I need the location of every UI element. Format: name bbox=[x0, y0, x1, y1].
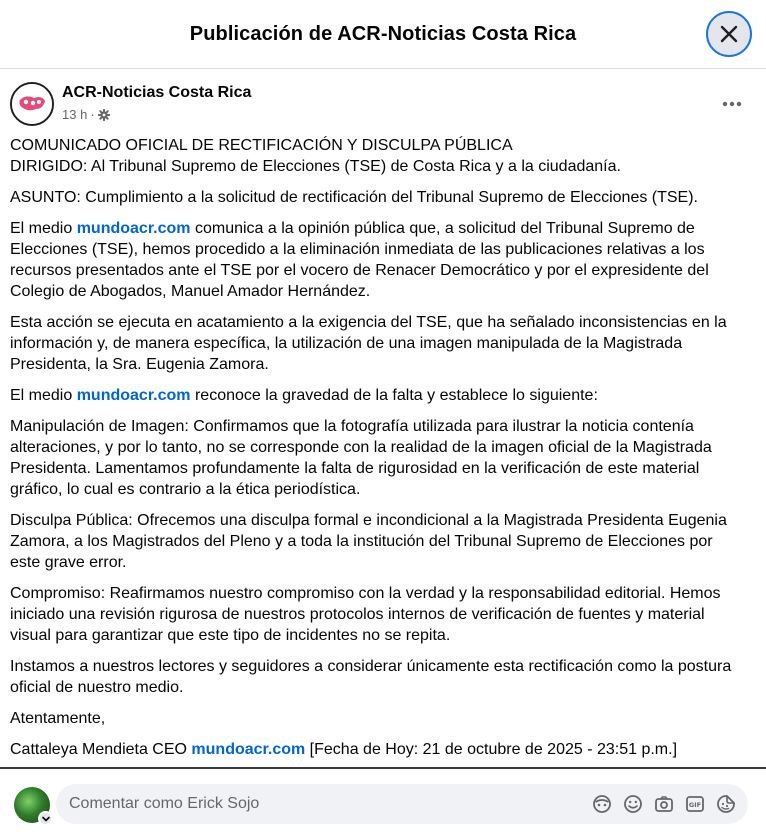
close-button[interactable] bbox=[706, 11, 752, 57]
user-avatar[interactable] bbox=[14, 787, 50, 823]
post-meta bbox=[62, 107, 110, 122]
close-icon bbox=[720, 25, 738, 43]
post-text: comunica a la opinión pública que, a solicitud del Tribunal Supremo de Elecciones (TSE), hemos procedido a la eliminación inmediata de las publicaciones relativas a los recursos presentados ante el TSE por el vocero de Renacer Democrático y por el expresidente del Colegio de Abogados, Manuel Amador Hernández. bbox=[10, 220, 709, 300]
mundoacr-link[interactable]: mundoacr.com bbox=[76, 220, 191, 237]
meta-separator: · bbox=[90, 107, 95, 122]
post-text: DIRIGIDO: Al Tribunal Supremo de Elecciones (TSE) de Costa Rica y a la ciudadanía. bbox=[10, 158, 621, 175]
post-paragraph: Esta acción se ejecuta en acatamiento a la exigencia del TSE, que ha señalado inconsistencias en la información y, de manera específica, la utilización de una imagen manipulada de la Magistrada Presidenta, la Sra. Eugenia Zamora. bbox=[10, 314, 727, 373]
avatar-sticker-button[interactable] bbox=[590, 792, 614, 816]
comment-input[interactable] bbox=[69, 795, 569, 813]
more-options-button[interactable] bbox=[718, 90, 746, 118]
post-text: COMUNICADO OFICIAL DE RECTIFICACIÓN Y DISCULPA PÚBLICA bbox=[10, 137, 513, 154]
privacy-gear-icon[interactable] bbox=[98, 109, 110, 121]
post-paragraph bbox=[10, 385, 745, 406]
post-paragraph: Atentamente, bbox=[10, 710, 106, 727]
ellipsis-icon bbox=[722, 101, 742, 107]
camera-icon bbox=[654, 794, 674, 814]
comment-box[interactable] bbox=[56, 784, 748, 824]
post-text: reconoce la gravedad de la falta y establece lo siguiente: bbox=[190, 387, 598, 404]
mundoacr-link[interactable]: mundoacr.com bbox=[76, 387, 191, 404]
gif-icon bbox=[685, 794, 705, 814]
avatar-sticker-icon bbox=[592, 794, 612, 814]
post-paragraph: Instamos a nuestros lectores y seguidores a considerar únicamente esta rectificación como la postura oficial de nuestro medio. bbox=[10, 658, 732, 696]
gif-button[interactable] bbox=[683, 792, 707, 816]
post-paragraph: Compromiso: Reafirmamos nuestro compromiso con la verdad y la responsabilidad editorial. Hemos iniciado una revisión rigurosa de nuestros protocolos internos de verificación de fuentes y material visual para garantizar que este tipo de incidentes no se repita. bbox=[10, 585, 721, 644]
page-avatar[interactable] bbox=[10, 82, 54, 126]
post-time[interactable]: 13 h bbox=[62, 107, 88, 122]
post-dialog-header bbox=[0, 0, 766, 69]
chevron-down-icon bbox=[42, 816, 50, 822]
avatar-menu-badge[interactable] bbox=[38, 811, 53, 826]
svg-text:GIF: GIF bbox=[688, 801, 702, 809]
photo-button[interactable] bbox=[652, 792, 676, 816]
post-paragraph bbox=[10, 218, 745, 302]
post-header bbox=[10, 82, 766, 126]
sticker-button[interactable] bbox=[714, 792, 738, 816]
post bbox=[0, 70, 766, 767]
emoji-button[interactable] bbox=[621, 792, 645, 816]
post-text: El medio bbox=[10, 220, 77, 237]
comment-tools bbox=[590, 792, 738, 816]
post-text: Cattaleya Mendieta CEO bbox=[10, 741, 192, 758]
dialog-title: Publicación de ACR-Noticias Costa Rica bbox=[189, 22, 577, 45]
post-text: El medio bbox=[10, 387, 77, 404]
post-body bbox=[10, 135, 745, 767]
smiley-icon bbox=[623, 794, 643, 814]
author-name[interactable]: ACR-Noticias Costa Rica bbox=[62, 84, 252, 101]
post-paragraph bbox=[10, 739, 745, 760]
mundoacr-link[interactable]: mundoacr.com bbox=[191, 741, 306, 758]
post-paragraph: ASUNTO: Cumplimiento a la solicitud de rectificación del Tribunal Supremo de Elecciones (TSE). bbox=[10, 189, 698, 206]
comment-composer bbox=[0, 769, 766, 838]
post-text: [Fecha de Hoy: 21 de octubre de 2025 - 23:51 p.m.] bbox=[305, 741, 678, 758]
acr-logo-icon bbox=[12, 84, 52, 124]
post-paragraph: Manipulación de Imagen: Confirmamos que la fotografía utilizada para ilustrar la noticia contenía alteraciones, y por lo tanto, no se corresponde con la realidad de la imagen oficial de la Magistrada Presidenta. Lamentamos profundamente la falta de rigurosidad en la verificación de este material gráfico, lo cual es contrario a la ética periodística. bbox=[10, 418, 712, 498]
post-paragraph bbox=[10, 135, 745, 177]
post-paragraph: Disculpa Pública: Ofrecemos una disculpa formal e incondicional a la Magistrada Presidenta Eugenia Zamora, a los Magistrados del Pleno y a toda la institución del Tribunal Supremo de Elecciones por este grave error. bbox=[10, 512, 727, 571]
sticker-icon bbox=[716, 794, 736, 814]
